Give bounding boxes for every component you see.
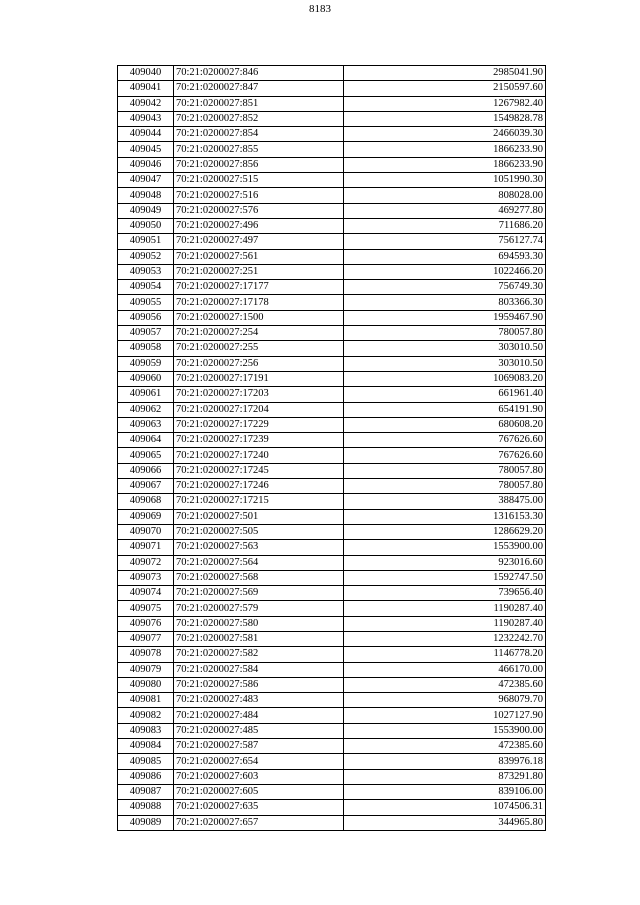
row-id-cell: 409077 <box>118 631 174 646</box>
cadastral-number-cell: 70:21:0200027:516 <box>174 188 344 203</box>
cadastral-number-cell: 70:21:0200027:569 <box>174 586 344 601</box>
row-id-cell: 409055 <box>118 295 174 310</box>
value-cell: 780057.80 <box>344 326 546 341</box>
value-cell: 472385.60 <box>344 739 546 754</box>
value-cell: 873291.80 <box>344 769 546 784</box>
cadastral-number-cell: 70:21:0200027:657 <box>174 815 344 830</box>
table-row <box>118 371 546 386</box>
value-cell: 839976.18 <box>344 754 546 769</box>
table-row <box>118 157 546 172</box>
cadastral-number-cell: 70:21:0200027:581 <box>174 631 344 646</box>
value-cell: 1190287.40 <box>344 601 546 616</box>
row-id-cell: 409083 <box>118 723 174 738</box>
cadastral-number-cell: 70:21:0200027:576 <box>174 203 344 218</box>
value-cell: 1074506.31 <box>344 800 546 815</box>
row-id-cell: 409073 <box>118 570 174 585</box>
cadastral-number-cell: 70:21:0200027:856 <box>174 157 344 172</box>
table-row <box>118 479 546 494</box>
row-id-cell: 409074 <box>118 586 174 601</box>
value-cell: 2466039.30 <box>344 127 546 142</box>
value-cell: 808028.00 <box>344 188 546 203</box>
page-number: 8183 <box>309 3 331 15</box>
value-cell: 680608.20 <box>344 417 546 432</box>
value-cell: 739656.40 <box>344 586 546 601</box>
value-cell: 1316153.30 <box>344 509 546 524</box>
table-row <box>118 326 546 341</box>
row-id-cell: 409042 <box>118 96 174 111</box>
row-id-cell: 409064 <box>118 433 174 448</box>
value-cell: 1027127.90 <box>344 708 546 723</box>
value-cell: 654191.90 <box>344 402 546 417</box>
value-cell: 1959467.90 <box>344 310 546 325</box>
cadastral-number-cell: 70:21:0200027:1500 <box>174 310 344 325</box>
value-cell: 344965.80 <box>344 815 546 830</box>
table-row <box>118 66 546 81</box>
cadastral-number-cell: 70:21:0200027:251 <box>174 264 344 279</box>
cadastral-number-cell: 70:21:0200027:847 <box>174 81 344 96</box>
cadastral-number-cell: 70:21:0200027:17239 <box>174 433 344 448</box>
cadastral-number-cell: 70:21:0200027:256 <box>174 356 344 371</box>
cadastral-number-cell: 70:21:0200027:17229 <box>174 417 344 432</box>
row-id-cell: 409071 <box>118 540 174 555</box>
row-id-cell: 409044 <box>118 127 174 142</box>
cadastral-number-cell: 70:21:0200027:505 <box>174 524 344 539</box>
value-cell: 803366.30 <box>344 295 546 310</box>
table-row <box>118 601 546 616</box>
cadastral-number-cell: 70:21:0200027:17203 <box>174 387 344 402</box>
row-id-cell: 409053 <box>118 264 174 279</box>
row-id-cell: 409089 <box>118 815 174 830</box>
cadastral-number-cell: 70:21:0200027:17215 <box>174 494 344 509</box>
cadastral-number-cell: 70:21:0200027:603 <box>174 769 344 784</box>
row-id-cell: 409076 <box>118 616 174 631</box>
row-id-cell: 409060 <box>118 371 174 386</box>
row-id-cell: 409067 <box>118 479 174 494</box>
row-id-cell: 409088 <box>118 800 174 815</box>
table-row <box>118 616 546 631</box>
row-id-cell: 409045 <box>118 142 174 157</box>
value-cell: 780057.80 <box>344 463 546 478</box>
row-id-cell: 409051 <box>118 234 174 249</box>
table-row <box>118 448 546 463</box>
cadastral-number-cell: 70:21:0200027:580 <box>174 616 344 631</box>
table-row <box>118 494 546 509</box>
row-id-cell: 409085 <box>118 754 174 769</box>
row-id-cell: 409072 <box>118 555 174 570</box>
value-cell: 767626.60 <box>344 448 546 463</box>
table-body <box>118 66 546 831</box>
row-id-cell: 409057 <box>118 326 174 341</box>
cadastral-number-cell: 70:21:0200027:561 <box>174 249 344 264</box>
cadastral-number-cell: 70:21:0200027:568 <box>174 570 344 585</box>
value-cell: 780057.80 <box>344 479 546 494</box>
table-row <box>118 800 546 815</box>
cadastral-number-cell: 70:21:0200027:484 <box>174 708 344 723</box>
table-row <box>118 234 546 249</box>
cadastral-number-cell: 70:21:0200027:564 <box>174 555 344 570</box>
value-cell: 839106.00 <box>344 784 546 799</box>
table-row <box>118 417 546 432</box>
row-id-cell: 409047 <box>118 173 174 188</box>
cadastral-number-cell: 70:21:0200027:497 <box>174 234 344 249</box>
table-row <box>118 127 546 142</box>
table-row <box>118 111 546 126</box>
row-id-cell: 409050 <box>118 218 174 233</box>
table-row <box>118 295 546 310</box>
value-cell: 1069083.20 <box>344 371 546 386</box>
table-row <box>118 555 546 570</box>
cadastral-number-cell: 70:21:0200027:654 <box>174 754 344 769</box>
cadastral-number-cell: 70:21:0200027:17177 <box>174 280 344 295</box>
value-cell: 1866233.90 <box>344 142 546 157</box>
table-row <box>118 677 546 692</box>
value-cell: 303010.50 <box>344 341 546 356</box>
value-cell: 1866233.90 <box>344 157 546 172</box>
value-cell: 756127.74 <box>344 234 546 249</box>
table-row <box>118 249 546 264</box>
table-row <box>118 647 546 662</box>
table-row <box>118 142 546 157</box>
table-row <box>118 769 546 784</box>
row-id-cell: 409048 <box>118 188 174 203</box>
cadastral-number-cell: 70:21:0200027:846 <box>174 66 344 81</box>
value-cell: 711686.20 <box>344 218 546 233</box>
value-cell: 469277.80 <box>344 203 546 218</box>
row-id-cell: 409040 <box>118 66 174 81</box>
cadastral-number-cell: 70:21:0200027:515 <box>174 173 344 188</box>
cadastral-number-cell: 70:21:0200027:635 <box>174 800 344 815</box>
table-row <box>118 739 546 754</box>
table-row <box>118 387 546 402</box>
row-id-cell: 409061 <box>118 387 174 402</box>
cadastral-number-cell: 70:21:0200027:496 <box>174 218 344 233</box>
value-cell: 1553900.00 <box>344 723 546 738</box>
table-row <box>118 693 546 708</box>
cadastral-number-cell: 70:21:0200027:17240 <box>174 448 344 463</box>
row-id-cell: 409058 <box>118 341 174 356</box>
row-id-cell: 409078 <box>118 647 174 662</box>
cadastral-number-cell: 70:21:0200027:254 <box>174 326 344 341</box>
table-row <box>118 754 546 769</box>
table-row <box>118 356 546 371</box>
table-row <box>118 310 546 325</box>
cadastral-number-cell: 70:21:0200027:582 <box>174 647 344 662</box>
row-id-cell: 409081 <box>118 693 174 708</box>
cadastral-number-cell: 70:21:0200027:501 <box>174 509 344 524</box>
cadastral-number-cell: 70:21:0200027:584 <box>174 662 344 677</box>
cadastral-number-cell: 70:21:0200027:852 <box>174 111 344 126</box>
value-cell: 1232242.70 <box>344 631 546 646</box>
value-cell: 767626.60 <box>344 433 546 448</box>
table-row <box>118 570 546 585</box>
table-row <box>118 203 546 218</box>
table-row <box>118 96 546 111</box>
value-cell: 472385.60 <box>344 677 546 692</box>
row-id-cell: 409054 <box>118 280 174 295</box>
cadastral-number-cell: 70:21:0200027:483 <box>174 693 344 708</box>
table-row <box>118 662 546 677</box>
cadastral-number-cell: 70:21:0200027:579 <box>174 601 344 616</box>
table-row <box>118 173 546 188</box>
row-id-cell: 409062 <box>118 402 174 417</box>
table-row <box>118 341 546 356</box>
registry-table <box>117 65 546 831</box>
cadastral-number-cell: 70:21:0200027:563 <box>174 540 344 555</box>
value-cell: 2985041.90 <box>344 66 546 81</box>
cadastral-number-cell: 70:21:0200027:586 <box>174 677 344 692</box>
table-row <box>118 218 546 233</box>
value-cell: 968079.70 <box>344 693 546 708</box>
table-row <box>118 509 546 524</box>
table-row <box>118 280 546 295</box>
row-id-cell: 409079 <box>118 662 174 677</box>
cadastral-number-cell: 70:21:0200027:17191 <box>174 371 344 386</box>
table-row <box>118 463 546 478</box>
row-id-cell: 409049 <box>118 203 174 218</box>
table-row <box>118 631 546 646</box>
table-row <box>118 815 546 830</box>
value-cell: 1146778.20 <box>344 647 546 662</box>
value-cell: 1549828.78 <box>344 111 546 126</box>
row-id-cell: 409063 <box>118 417 174 432</box>
value-cell: 1286629.20 <box>344 524 546 539</box>
table-row <box>118 264 546 279</box>
cadastral-number-cell: 70:21:0200027:855 <box>174 142 344 157</box>
value-cell: 661961.40 <box>344 387 546 402</box>
value-cell: 388475.00 <box>344 494 546 509</box>
cadastral-number-cell: 70:21:0200027:255 <box>174 341 344 356</box>
row-id-cell: 409086 <box>118 769 174 784</box>
row-id-cell: 409065 <box>118 448 174 463</box>
row-id-cell: 409056 <box>118 310 174 325</box>
row-id-cell: 409084 <box>118 739 174 754</box>
table-row <box>118 524 546 539</box>
cadastral-number-cell: 70:21:0200027:485 <box>174 723 344 738</box>
value-cell: 694593.30 <box>344 249 546 264</box>
value-cell: 923016.60 <box>344 555 546 570</box>
value-cell: 303010.50 <box>344 356 546 371</box>
table-row <box>118 188 546 203</box>
value-cell: 1592747.50 <box>344 570 546 585</box>
row-id-cell: 409070 <box>118 524 174 539</box>
table-row <box>118 540 546 555</box>
value-cell: 756749.30 <box>344 280 546 295</box>
cadastral-number-cell: 70:21:0200027:605 <box>174 784 344 799</box>
value-cell: 1190287.40 <box>344 616 546 631</box>
table-row <box>118 723 546 738</box>
value-cell: 466170.00 <box>344 662 546 677</box>
row-id-cell: 409087 <box>118 784 174 799</box>
value-cell: 1051990.30 <box>344 173 546 188</box>
table-row <box>118 586 546 601</box>
cadastral-number-cell: 70:21:0200027:587 <box>174 739 344 754</box>
table-row <box>118 433 546 448</box>
cadastral-number-cell: 70:21:0200027:854 <box>174 127 344 142</box>
row-id-cell: 409068 <box>118 494 174 509</box>
cadastral-number-cell: 70:21:0200027:17245 <box>174 463 344 478</box>
value-cell: 1022466.20 <box>344 264 546 279</box>
value-cell: 1553900.00 <box>344 540 546 555</box>
row-id-cell: 409046 <box>118 157 174 172</box>
cadastral-number-cell: 70:21:0200027:17178 <box>174 295 344 310</box>
table-row <box>118 81 546 96</box>
value-cell: 2150597.60 <box>344 81 546 96</box>
row-id-cell: 409059 <box>118 356 174 371</box>
cadastral-number-cell: 70:21:0200027:17204 <box>174 402 344 417</box>
value-cell: 1267982.40 <box>344 96 546 111</box>
row-id-cell: 409075 <box>118 601 174 616</box>
row-id-cell: 409041 <box>118 81 174 96</box>
row-id-cell: 409052 <box>118 249 174 264</box>
row-id-cell: 409069 <box>118 509 174 524</box>
row-id-cell: 409066 <box>118 463 174 478</box>
row-id-cell: 409043 <box>118 111 174 126</box>
row-id-cell: 409080 <box>118 677 174 692</box>
table-row <box>118 784 546 799</box>
cadastral-number-cell: 70:21:0200027:17246 <box>174 479 344 494</box>
table-row <box>118 402 546 417</box>
row-id-cell: 409082 <box>118 708 174 723</box>
cadastral-number-cell: 70:21:0200027:851 <box>174 96 344 111</box>
table-row <box>118 708 546 723</box>
